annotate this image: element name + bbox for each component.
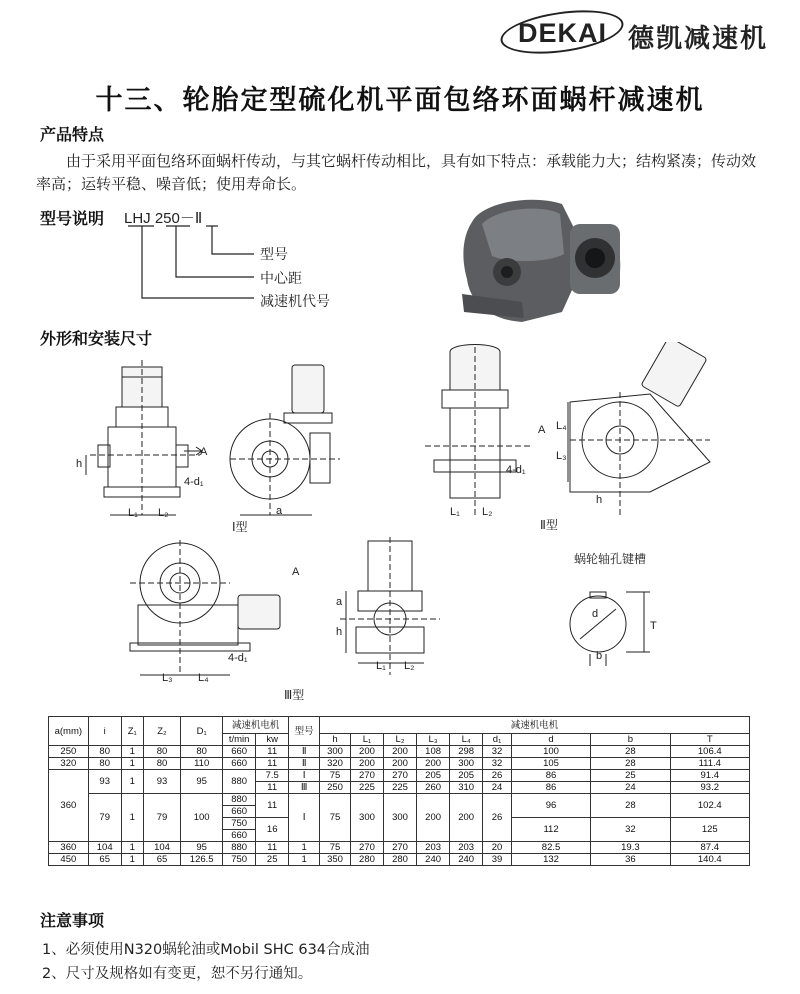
table-cell: 203 xyxy=(417,842,450,854)
col-b: b xyxy=(591,734,670,746)
table-cell: Ⅰ xyxy=(289,794,320,842)
spec-table xyxy=(48,716,750,866)
table-cell: 205 xyxy=(450,770,483,782)
table-cell: 205 xyxy=(417,770,450,782)
table-cell: 203 xyxy=(450,842,483,854)
table-cell: 7.5 xyxy=(256,770,289,782)
table-cell: 280 xyxy=(350,854,383,866)
col-a: a(mm) xyxy=(49,717,89,746)
col-l2: L₂ xyxy=(384,734,417,746)
table-cell: 750 xyxy=(223,818,256,830)
table-cell: 87.4 xyxy=(670,842,749,854)
type1-l1-label: L₁ xyxy=(128,507,138,519)
table-cell: 110 xyxy=(181,758,223,770)
table-cell: 16 xyxy=(256,818,289,842)
table-cell: 450 xyxy=(49,854,89,866)
table-cell: 140.4 xyxy=(670,854,749,866)
type2-l4-label: L₄ xyxy=(556,420,567,432)
table-cell: 100 xyxy=(511,746,590,758)
table-cell: 260 xyxy=(417,782,450,794)
col-z2: Z₂ xyxy=(143,717,180,746)
table-cell: 200 xyxy=(350,758,383,770)
table-cell: 111.4 xyxy=(670,758,749,770)
table-cell: 32 xyxy=(483,758,512,770)
table-cell: 660 xyxy=(223,830,256,842)
table-cell: 320 xyxy=(49,758,89,770)
table-row xyxy=(49,842,750,854)
table-cell: 104 xyxy=(143,842,180,854)
table-cell: 270 xyxy=(350,842,383,854)
col-kw: kw xyxy=(256,734,289,746)
type1-a-label: a xyxy=(276,505,283,517)
table-cell: 660 xyxy=(223,806,256,818)
table-cell: 105 xyxy=(511,758,590,770)
table-cell: 1 xyxy=(121,842,143,854)
type2-drawing xyxy=(420,342,750,542)
col-t: T xyxy=(670,734,749,746)
table-row xyxy=(49,770,750,782)
keyway-t-label: T xyxy=(650,620,657,632)
table-cell: 270 xyxy=(384,770,417,782)
table-row xyxy=(49,746,750,758)
type1-d1-label: 4-d₁ xyxy=(184,476,204,488)
col-type: 型号 xyxy=(289,717,320,746)
keyway-d-label: d xyxy=(592,608,599,620)
table-cell: 65 xyxy=(88,854,121,866)
table-cell: 100 xyxy=(181,794,223,842)
table-cell: 660 xyxy=(223,746,256,758)
brand-latin: DEKAI xyxy=(518,18,608,48)
table-cell: 250 xyxy=(49,746,89,758)
col-h: h xyxy=(320,734,351,746)
legend-type: 型号 xyxy=(260,247,288,263)
table-cell: 270 xyxy=(350,770,383,782)
type1-h-label: h xyxy=(76,458,83,470)
table-cell: 82.5 xyxy=(511,842,590,854)
type2-l2-label: L₂ xyxy=(482,506,493,518)
table-cell: 200 xyxy=(384,758,417,770)
table-cell: 1 xyxy=(289,842,320,854)
table-cell: 11 xyxy=(256,746,289,758)
features-heading: 产品特点 xyxy=(40,125,105,144)
table-cell: Ⅱ xyxy=(289,746,320,758)
note-item: 2、尺寸及规格如有变更，恕不另行通知。 xyxy=(42,966,313,982)
col-z1: Z₁ xyxy=(121,717,143,746)
table-cell: 25 xyxy=(591,770,670,782)
table-cell: 93 xyxy=(88,770,121,794)
table-cell: 1 xyxy=(121,794,143,842)
table-cell: 80 xyxy=(143,746,180,758)
type3-l2-label: L₂ xyxy=(404,660,415,672)
col-d: d xyxy=(511,734,590,746)
table-cell: 20 xyxy=(483,842,512,854)
type1-a-arrow-label: A xyxy=(200,446,208,458)
table-cell: 750 xyxy=(223,854,256,866)
type2-h-label: h xyxy=(596,494,603,506)
table-cell: 1 xyxy=(121,770,143,794)
keyway-b-label: b xyxy=(596,650,603,662)
table-cell: 132 xyxy=(511,854,590,866)
features-text: 由于采用平面包络环面蜗杆传动，与其它蜗杆传动相比，具有如下特点：承载能力大；结构紧凑；传动效率高；运转平稳、噪音低；使用寿命长。 xyxy=(36,152,757,193)
keyway-drawing xyxy=(560,584,680,674)
type3-caption: Ⅲ型 xyxy=(284,688,305,702)
table-cell: 91.4 xyxy=(670,770,749,782)
table-cell: 125 xyxy=(670,818,749,842)
table-cell: 240 xyxy=(417,854,450,866)
keyway-caption: 蜗轮轴孔键槽 xyxy=(574,552,647,566)
legend-reducer-code: 减速机代号 xyxy=(260,294,330,310)
table-cell: 11 xyxy=(256,758,289,770)
table-cell: 200 xyxy=(384,746,417,758)
col-d1-big: D₁ xyxy=(181,717,223,746)
model-legend-lines xyxy=(128,224,268,306)
notes-heading: 注意事项 xyxy=(40,911,105,930)
table-cell: 350 xyxy=(320,854,351,866)
table-cell: 11 xyxy=(256,794,289,818)
table-cell: 32 xyxy=(483,746,512,758)
table-cell: Ⅰ xyxy=(289,770,320,782)
table-cell: 300 xyxy=(320,746,351,758)
table-cell: 80 xyxy=(181,746,223,758)
table-cell: 95 xyxy=(181,842,223,854)
brand-chinese: 德凯减速机 xyxy=(628,24,769,54)
col-i: i xyxy=(88,717,121,746)
type2-d1-label: 4-d₁ xyxy=(506,464,526,476)
col-l1: L₁ xyxy=(350,734,383,746)
brand-logo xyxy=(500,12,780,54)
table-cell: 112 xyxy=(511,818,590,842)
col-motor: 减速机电机 xyxy=(223,717,289,734)
table-cell: 200 xyxy=(350,746,383,758)
table-cell: 300 xyxy=(450,758,483,770)
table-cell: 1 xyxy=(289,854,320,866)
table-cell: 32 xyxy=(591,818,670,842)
table-cell: 102.4 xyxy=(670,794,749,818)
table-cell: 26 xyxy=(483,794,512,842)
table-cell: 36 xyxy=(591,854,670,866)
legend-center-distance: 中心距 xyxy=(260,271,302,287)
table-cell: 28 xyxy=(591,794,670,818)
table-cell: Ⅱ xyxy=(289,758,320,770)
table-cell: 300 xyxy=(350,794,383,842)
table-row xyxy=(49,854,750,866)
table-cell: 28 xyxy=(591,746,670,758)
table-cell: Ⅲ xyxy=(289,782,320,794)
table-cell: 80 xyxy=(88,746,121,758)
table-cell: 96 xyxy=(511,794,590,818)
table-cell: 126.5 xyxy=(181,854,223,866)
col-l4: L₄ xyxy=(450,734,483,746)
table-cell: 320 xyxy=(320,758,351,770)
table-cell: 300 xyxy=(384,794,417,842)
table-cell: 660 xyxy=(223,758,256,770)
col-tmin: t/min xyxy=(223,734,256,746)
dimensions-heading: 外形和安装尺寸 xyxy=(40,329,153,348)
table-cell: 880 xyxy=(223,842,256,854)
table-cell: 65 xyxy=(143,854,180,866)
table-cell: 80 xyxy=(88,758,121,770)
table-cell: 240 xyxy=(450,854,483,866)
type2-caption: Ⅱ型 xyxy=(540,518,558,532)
type3-l1-label: L₁ xyxy=(376,660,386,672)
table-cell: 200 xyxy=(417,758,450,770)
type3-h-label: h xyxy=(336,626,343,638)
col-dims: 减速机电机 xyxy=(320,717,750,734)
table-cell: 93.2 xyxy=(670,782,749,794)
table-cell: 280 xyxy=(384,854,417,866)
type2-l3-label: L₃ xyxy=(556,450,567,462)
table-cell: 86 xyxy=(511,782,590,794)
table-cell: 24 xyxy=(483,782,512,794)
table-cell: 880 xyxy=(223,770,256,794)
table-cell: 360 xyxy=(49,842,89,854)
table-cell: 79 xyxy=(88,794,121,842)
col-l3: L₃ xyxy=(417,734,450,746)
table-cell: 880 xyxy=(223,794,256,806)
table-cell: 1 xyxy=(121,746,143,758)
col-d1: d₁ xyxy=(483,734,512,746)
table-cell: 86 xyxy=(511,770,590,782)
table-cell: 28 xyxy=(591,758,670,770)
type2-l1-label: L₁ xyxy=(450,506,460,518)
table-cell: 310 xyxy=(450,782,483,794)
type3-a-label: a xyxy=(336,596,343,608)
type3-l3-label: L₃ xyxy=(162,672,173,684)
table-cell: 39 xyxy=(483,854,512,866)
table-cell: 360 xyxy=(49,770,89,842)
table-cell: 93 xyxy=(143,770,180,794)
type1-l2-label: L₂ xyxy=(158,507,169,519)
table-cell: 106.4 xyxy=(670,746,749,758)
table-cell: 24 xyxy=(591,782,670,794)
table-cell: 108 xyxy=(417,746,450,758)
type1-caption: Ⅰ型 xyxy=(232,520,248,534)
product-photo xyxy=(452,194,627,329)
type3-l4-label: L₄ xyxy=(198,672,209,684)
note-item: 1、必须使用N320蜗轮油或Mobil SHC 634合成油 xyxy=(42,942,370,958)
table-cell: 95 xyxy=(181,770,223,794)
table-cell: 25 xyxy=(256,854,289,866)
table-cell: 270 xyxy=(384,842,417,854)
page-title: 十三、轮胎定型硫化机平面包络环面蜗杆减速机 xyxy=(95,85,705,116)
table-cell: 104 xyxy=(88,842,121,854)
table-cell: 11 xyxy=(256,842,289,854)
table-cell: 19.3 xyxy=(591,842,670,854)
type3-drawing xyxy=(120,535,450,695)
table-cell: 79 xyxy=(143,794,180,842)
table-cell: 225 xyxy=(384,782,417,794)
model-code: LHJ 250－Ⅱ xyxy=(124,210,203,227)
table-cell: 225 xyxy=(350,782,383,794)
table-cell: 75 xyxy=(320,794,351,842)
table-cell: 200 xyxy=(450,794,483,842)
table-cell: 75 xyxy=(320,842,351,854)
table-row xyxy=(49,758,750,770)
type3-a-arrow-label: A xyxy=(292,566,300,578)
table-cell: 75 xyxy=(320,770,351,782)
table-cell: 250 xyxy=(320,782,351,794)
table-cell: 200 xyxy=(417,794,450,842)
table-cell: 298 xyxy=(450,746,483,758)
type3-d1-label: 4-d₁ xyxy=(228,652,248,664)
table-cell: 1 xyxy=(121,854,143,866)
table-row xyxy=(49,794,750,806)
model-heading: 型号说明 xyxy=(40,209,105,228)
table-cell: 80 xyxy=(143,758,180,770)
table-cell: 11 xyxy=(256,782,289,794)
table-cell: 26 xyxy=(483,770,512,782)
table-cell: 1 xyxy=(121,758,143,770)
type2-a-arrow-label: A xyxy=(538,424,546,436)
